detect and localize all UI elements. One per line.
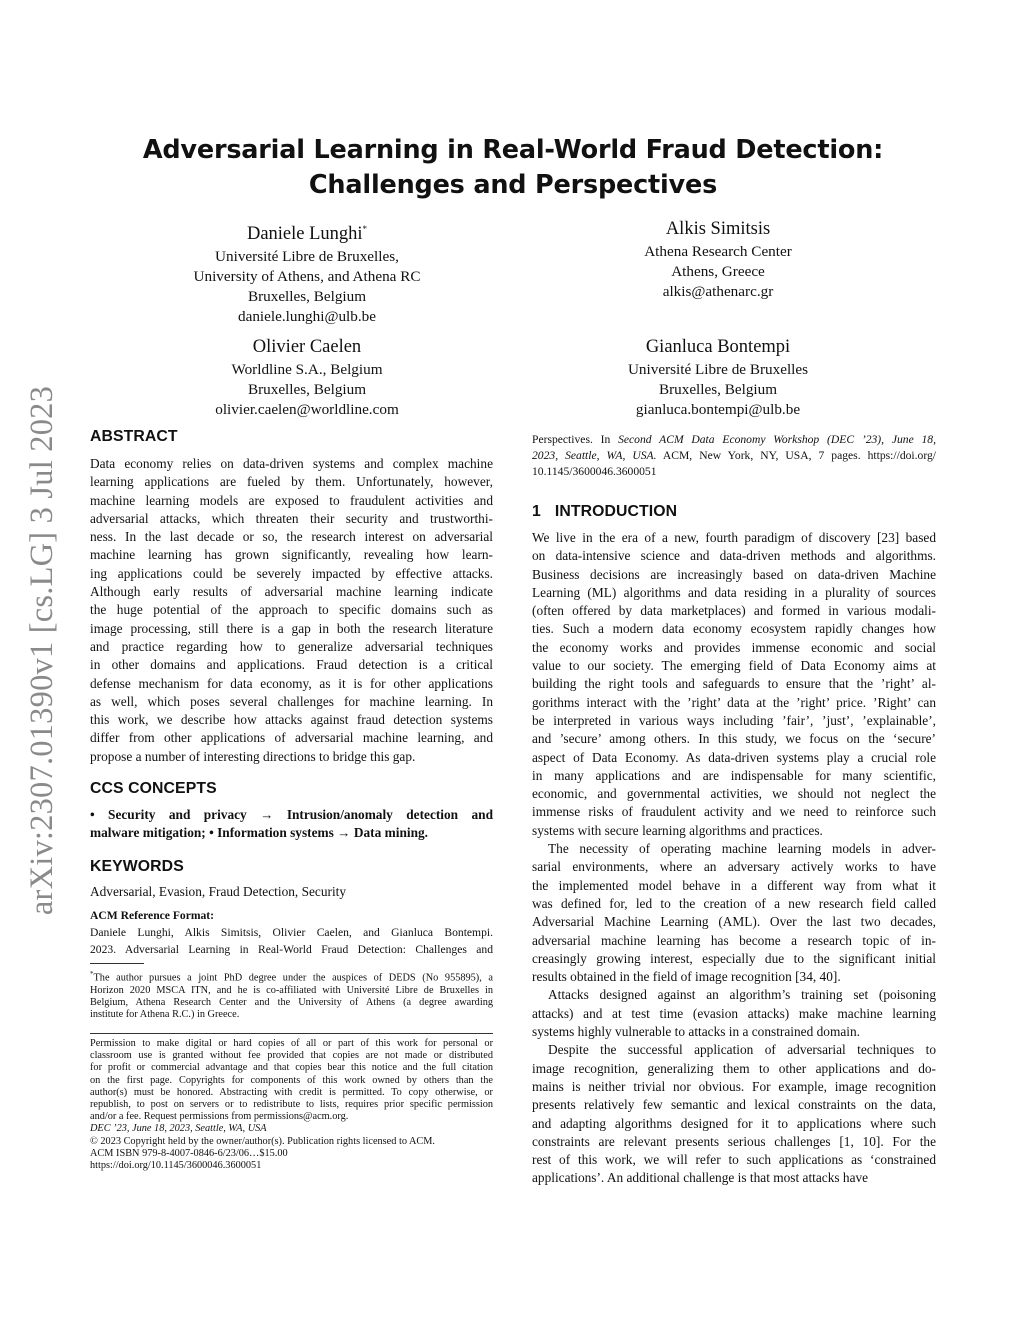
text-line: adversarial attacks, which threaten their security and trustworthi- [90,510,493,526]
text-line: image recognition, generalizing them to other applications and do- [532,1060,936,1076]
copyright-line: © 2023 Copyright held by the owner/author(s). Publication rights licensed to ACM. [90,1135,436,1147]
title-line-1: Adversarial Learning in Real-World Fraud Detection: [142,135,884,165]
text-line: the implemented model behave in a different way from what it [532,877,936,893]
text-line: immense risks of fraudulent activity and we need to reinforce such [532,804,936,820]
text-line: and practice regarding how to generalize adversarial techniques [90,638,493,654]
intro-paragraph-3 [532,986,936,1041]
text-line: (often offered by data marketplaces) and formed in various modali- [532,603,936,619]
keywords-heading: KEYWORDS [90,858,184,875]
ccs-line: malware mitigation; • Information systems → Data mining. [90,825,428,841]
doi-line: https://doi.org/10.1145/3600046.3600051 [90,1160,262,1172]
author-affiliation: Athena Research Center [644,243,792,260]
text-line: in many applications and are indispensable for many scientific, [532,767,936,783]
text-line: economic, and governmental activities, we should not neglect the [532,786,936,802]
abstract-body [90,455,493,766]
text-line: learning applications are fueled by them. Unfortunately, however, [90,474,493,490]
text-line: Learning (ML) algorithms and data residing in a plurality of sources [532,584,936,600]
author-affiliation: Bruxelles, Belgium [247,288,367,306]
text-line: the economy works and provides immense economic and social [532,639,936,655]
text-line: Permission to make digital or hard copies of all or part of this work for personal or [90,1038,493,1049]
text-line: Despite the successful application of adversarial techniques to [548,1042,936,1058]
text-line: in other domains and applications. Fraud detection is a critical [90,657,493,673]
text-line: constraints are relevant presents serious challenges [1, 10]. For the [532,1133,936,1149]
section-title: INTRODUCTION [554,503,678,520]
text-line: author(s) must be honored. Abstracting with credit is permitted. To copy otherwise, or [90,1086,493,1098]
text-line: creasingly growing interest, especially due to the significant initial [532,950,936,966]
text-line: building the right tools and safeguards to ensure that the ’right’ al- [532,676,936,692]
text-line: and/or a fee. Request permissions from permissions@acm.org. [90,1111,349,1123]
arxiv-stamp [22,375,64,925]
permission-text [90,1038,493,1123]
author-affiliation: Worldline S.A., Belgium [231,361,383,378]
intro-body [532,529,936,1188]
text-line: Attacks designed against an algorithm’s training set (poisoning [548,987,936,1003]
text-line: ties. Such a modern data economy ecosystem rapidly changes how [532,621,936,637]
text-line: classroom use is granted without fee provided that copies are not made or distributed [90,1050,493,1062]
footnote [90,968,493,1021]
acm-reference-line: 2023. Adversarial Learning in Real-World Fraud Detection: Challenges and [90,942,493,956]
text-line: and ’secure’ among others. In this study, we focus on the ‘secure’ [532,731,936,747]
footnote-rule [90,963,144,964]
acm-reference-continued [532,432,936,481]
author-affiliation: Bruxelles, Belgium [247,381,367,398]
text-line: applications’. An additional challenge is that most attacks have [532,1170,869,1186]
text-line: We live in the era of a new, fourth paradigm of discovery [23] based [532,530,936,545]
author-affiliation: Bruxelles, Belgium [658,381,778,398]
text-line: Although early results of adversarial machine learning indicate [90,584,493,600]
text-line: the huge potential of the approach to specific domains such as [90,602,493,618]
text-line: machine learning models are exposed to fraudulent activities and [90,492,493,508]
text-line: be interpreted in various ways including ’fair’, ’just’, ’explainable’, [532,712,936,728]
text-line: republish, to post on servers or to redistribute to lists, requires prior specific permission [90,1099,493,1111]
text-line: for profit or commercial advantage and that copies bear this notice and the full citation [90,1062,493,1074]
title-line-2: Challenges and Perspectives [308,170,718,200]
acm-reference-line: Daniele Lunghi, Alkis Simitsis, Olivier Caelen, and Gianluca Bontempi. [90,926,493,940]
author-name: Daniele Lunghi* [246,224,368,245]
text-line: systems with secure learning algorithms and practices. [532,822,823,838]
author-email: alkis@athenarc.gr [662,283,774,300]
text-line: aspect of Data Economy. As data-driven systems play a crucial role [532,749,936,765]
text-line: this work, we describe how attacks against fraud detection systems [90,712,493,728]
text-line: ing applications could be severely impacted by effective attacks. [90,565,493,581]
text-line: on the first page. Copyrights for components of this work owned by others than the [90,1074,493,1086]
text-line: machine learning has grown significantly, revealing how learn- [90,547,493,563]
author-email: daniele.lunghi@ulb.be [238,308,376,326]
footnote-line: Belgium, Athena Research Center and the University of Athens (a degree awarding [90,996,493,1008]
text-line: adversarial machine learning has become a research topic of in- [532,932,936,948]
author-email: gianluca.bontempi@ulb.be [635,401,801,418]
ccs-body [90,806,493,843]
text-line: defense mechanism for data economy, as it is for other applications [90,675,493,691]
author-name: Alkis Simitsis [665,219,771,239]
text-line: Business decisions are increasingly based on data-driven Machine [532,566,936,582]
text-line: as well, which poses several challenges for machine learning. In [90,693,493,709]
paper-title [90,133,936,203]
text-line: presents relatively few semantic and lexical constraints on the data, [532,1097,936,1113]
author-affiliation: University of Athens, and Athena RC [193,268,421,286]
text-line: systems highly vulnerable to attacks in a constrained domain. [532,1024,860,1040]
intro-paragraph-1 [532,529,936,840]
keywords-text: Adversarial, Evasion, Fraud Detection, Security [90,884,347,899]
text-line: Data economy relies on data-driven systems and complex machine [90,456,493,471]
permission-rule [90,1033,493,1034]
ccs-heading: CCS CONCEPTS [90,780,217,797]
author-affiliation: Athens, Greece [671,263,765,280]
footnote-line: Horizon 2020 MSCA ITN, and he is co-affiliated with Université Libre de Bruxelles in [90,984,493,996]
text-line: ness. In the last decade or so, the research interest on adversarial [90,529,493,545]
text-line: results obtained in the field of image recognition [34, 40]. [532,969,841,985]
author-affiliation: Université Libre de Bruxelles [627,361,809,378]
text-line: on data-intensive science and data-driven methods and algorithms. [532,548,936,564]
intro-paragraph-4 [532,1041,936,1187]
footnote-line: *The author pursues a joint PhD degree under the auspices of DEDS (No 955895), a [90,970,493,984]
text-line: was defined for, led to the creation of a new research field called [532,895,936,911]
intro-heading [532,503,677,521]
text-line: and adapting algorithms designed for it to applications where such [532,1115,936,1131]
arxiv-stamp-text: arXiv:2307.01390v1 [cs.LG] 3 Jul 2023 [24,385,61,915]
footnote-line: institute for Athena R.C.) in Greece. [90,1009,240,1021]
acm-reference-line: Perspectives. In Second ACM Data Economy Workshop (DEC ’23), June 18, [532,433,936,446]
author-block-bontempi [518,335,918,420]
intro-paragraph-2 [532,840,936,986]
author-name: Gianluca Bontempi [645,337,791,357]
text-line: image processing, still there is a gap in both the research literature [90,620,493,636]
acm-reference-heading: ACM Reference Format: [90,909,215,922]
text-line: mains is neither trivial nor obvious. For example, image recognition [532,1078,936,1094]
text-line: attacks) and at test time (evasion attacks) make machine learning [532,1005,936,1021]
text-line: Adversarial Machine Learning (AML). Over the last two decades, [532,914,936,930]
author-email: olivier.caelen@worldline.com [215,401,399,418]
author-block-caelen [107,335,507,420]
author-block-simitsis [518,217,918,302]
acm-reference-line: 2023, Seattle, WA, USA. ACM, New York, NY, USA, 7 pages. https://doi.org/ [532,449,936,463]
author-name: Olivier Caelen [252,337,362,357]
venue-line: DEC ’23, June 18, 2023, Seattle, WA, USA [90,1123,267,1135]
acm-reference [90,907,493,958]
abstract-text [90,455,493,766]
text-line: sarial environments, where an adversary actively works to have [532,859,936,875]
ccs-line: • Security and privacy → Intrusion/anomaly detection and [90,807,493,822]
section-number: 1 [532,503,541,520]
author-block-lunghi [107,217,507,327]
text-line: The necessity of operating machine learning models in adver- [548,841,936,857]
text-line: gorithms interact with the ’right’ data at the ’right’ price. ’Right’ can [532,694,936,710]
abstract-heading: ABSTRACT [90,428,178,445]
acm-reference-doi: 10.1145/3600046.3600051 [532,465,657,479]
text-line: value to our society. The emerging field of Data Economy aims at [532,658,936,674]
isbn-line: ACM ISBN 979-8-4007-0846-6/23/06…$15.00 [90,1147,288,1159]
text-line: rest of this work, we will refer to such applications as ‘constrained [532,1152,936,1168]
text-line: propose a number of interesting directions to bridge this gap. [90,748,416,764]
author-affiliation: Université Libre de Bruxelles, [215,248,399,266]
permission-block [90,1038,493,1172]
text-line: differ from other applications of adversarial machine learning, and [90,730,493,746]
